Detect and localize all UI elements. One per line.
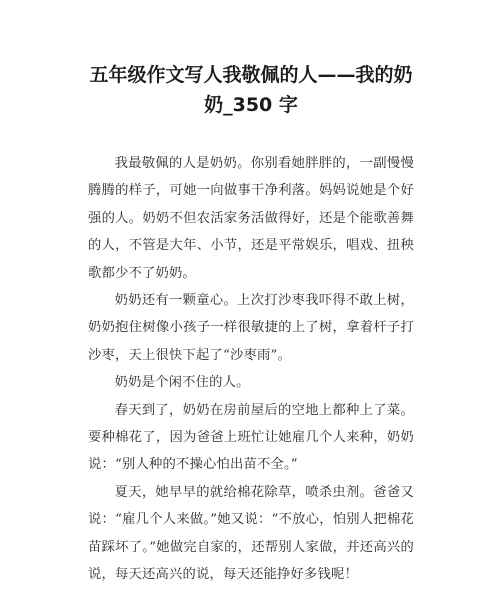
paragraph: 奶奶是个闲不住的人。: [114, 375, 250, 391]
paragraph: 奶奶还有一颗童心。上次打沙枣我吓得不敢上树，奶奶抱住树像小孩子一样很敏捷的上了树，拿着杆子打沙枣，天上很快下起了“沙枣雨”。: [88, 293, 414, 363]
article-body: [88, 150, 414, 589]
paragraph: 春天到了，奶奶在房前屋后的空地上都种上了菜。要种棉花了，因为爸爸上班忙让她雇几个人来种，奶奶说：“别人种的不操心怕出苗不全。”: [88, 402, 414, 473]
paragraph: 夏天，她早早的就给棉花除草，喷杀虫剂。爸爸又说：“雇几个人来做。”她又说：“不放心，怕别人把棉花苗踩坏了。”她做完自家的，还帮别人家做，并还高兴的说，每天还高兴的说，每天还能挣好多钱呢！: [88, 484, 414, 583]
article-title: 五年级作文写人我敬佩的人——我的奶奶_350 字: [89, 64, 413, 116]
paragraph: 我最敬佩的人是奶奶。你别看她胖胖的，一副慢慢腾腾的样子，可她一向做事干净利落。妈妈说她是个好强的人。奶奶不但农活家务活做得好，还是个能歌善舞的人，不管是大年、小节，还是平常娱乐，唱戏、扭秧歌都少不了奶奶。: [88, 156, 414, 281]
